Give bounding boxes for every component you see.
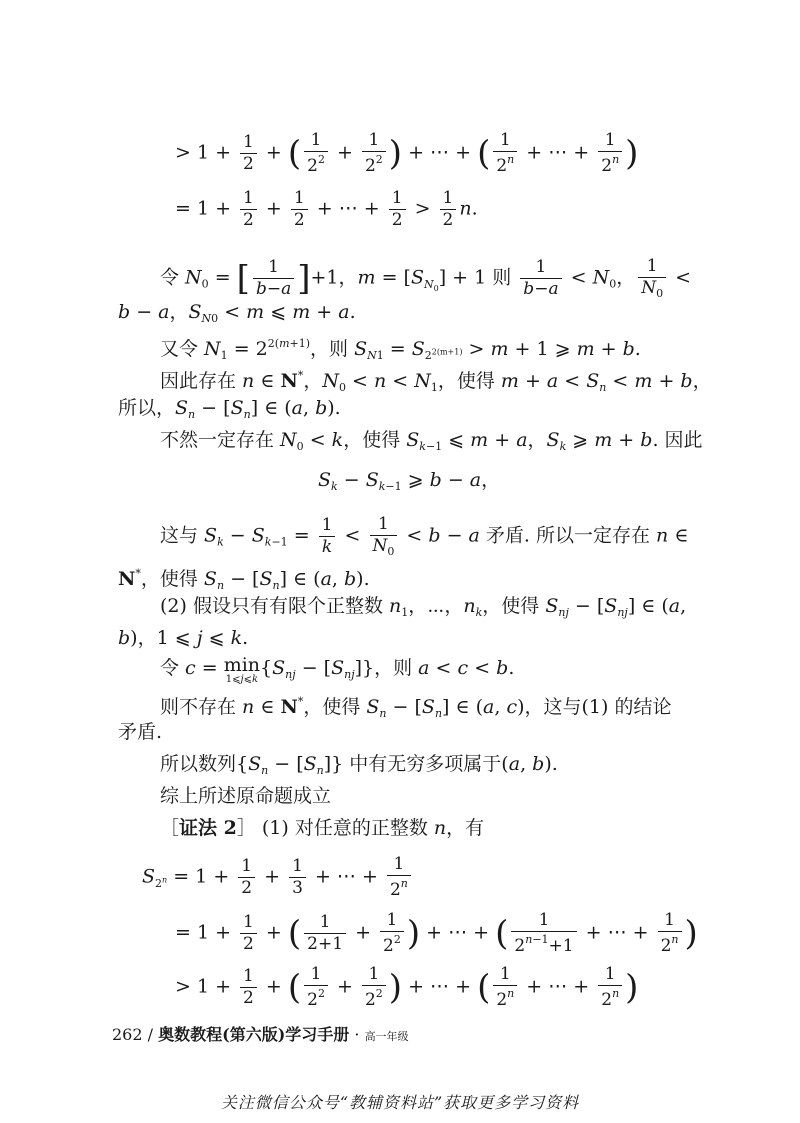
book-title: 奥数教程(第六版)学习手册 bbox=[158, 1025, 350, 1044]
page-footer bbox=[112, 1022, 409, 1045]
equation-2: = 1 + $\frac{1}{2}$ + ( $\frac{1}{2+1}$ + $\frac{1}{2^2}$ ) + ⋯ + ( $\frac{1}{2^{n-1}+1}$ + ⋯ + $\frac{1}{2^n}$ ) bbox=[175, 910, 698, 956]
page-number: 262 bbox=[112, 1025, 143, 1044]
paragraph-3-line-b: 所以，$S_n - [S_n]$ ∈ (a, b). bbox=[118, 397, 341, 421]
paragraph-9: 所以数列$\{S_n - [S_n]\}$ 中有无穷多项属于(a, b). bbox=[160, 753, 558, 777]
bottom-promo-note: 关注微信公众号“教辅资料站”获取更多学习资料 bbox=[220, 1093, 580, 1112]
paragraph-1-line-b: b − a，$S_{N0} < m$ ⩽ m + a. bbox=[118, 301, 356, 325]
equation-3: > 1 + $\frac{1}{2}$ + ( $\frac{1}{2^2}$ + $\frac{1}{2^2}$ ) + ⋯ + ( $\frac{1}{2^n}$ + ⋯ + $\frac{1}{2^n}$ ) bbox=[175, 964, 639, 1010]
math-line-1: > 1 + $\frac{1}{2}$ + ( $\frac{1}{2^2}$ + $\frac{1}{2^2}$ ) + ⋯ + ( $\frac{1}{2^n}$ + ⋯ + $\frac{1}{2^n}$ ) bbox=[175, 130, 639, 176]
math-line-2: = 1 + $\frac{1}{2}$ + $\frac{1}{2}$ + ⋯ + $\frac{1}{2}$ > $\frac{1}{2}$ n. bbox=[175, 188, 478, 230]
paragraph-4: 不然一定存在 $N_0 < k$，使得 $S_{k-1}$ ⩽ m + a，$S_k$ ⩾ m + b. 因此 bbox=[160, 429, 703, 453]
footer-slash: / bbox=[147, 1025, 159, 1044]
paragraph-1-line-a: 令 $N_0$ = [ $\frac{1}{b-a}$ ]+1，$m = [S_{N_0}] + 1$ 则 $\frac{1}{b-a}$ < $N_0$， $\frac{1}{N_0}$ < bbox=[160, 256, 692, 300]
paragraph-2: 又令 $N_1 = 2^{2(m+1)}$，则 $S_{N1} = S_{2^{2(m+1)}} > m + 1$ ⩾ m + b. bbox=[160, 337, 641, 362]
paragraph-5-line-a: 这与 $S_k - S_{k-1}$ = $\frac{1}{k}$ < $\frac{1}{N_0}$ < b − a 矛盾. 所以一定存在 n ∈ bbox=[160, 514, 689, 558]
paragraph-6-line-a: (2) 假设只有有限个正整数 $n_1$，⋯，$n_k$，使得 $S_{nj} - [S_{nj}]$ ∈ (a, bbox=[160, 595, 687, 619]
equation-1: $S_{2^n} = 1$ + $\frac{1}{2}$ + $\frac{1}{3}$ + ⋯ + $\frac{1}{2^n}$ bbox=[142, 856, 414, 899]
paragraph-10: 综上所述原命题成立 bbox=[160, 785, 332, 807]
paragraph-3-line-a: 因此存在 n ∈ N*，$N_0 < n < N_1$，使得 $m + a < S_n < m + b$， bbox=[160, 369, 712, 394]
paragraph-6-line-b: b)，1 ⩽ j ⩽ k. bbox=[118, 627, 249, 649]
paragraph-4-equation: $S_k - S_{k-1}$ ⩾ b − a， bbox=[318, 469, 501, 493]
paragraph-8-line-a: 则不存在 n ∈ N*，使得 $S_n - [S_n]$ ∈ (a, c)，这与(1) 的结论 bbox=[160, 695, 672, 720]
paragraph-5-line-b: N*，使得 $S_n - [S_n]$ ∈ (a, b). bbox=[118, 567, 370, 592]
paragraph-8-line-b: 矛盾. bbox=[118, 721, 163, 743]
footer-dot: · bbox=[354, 1025, 360, 1044]
paragraph-7: 令 c = min 1⩽j⩽k $\{S_{nj} - [S_{nj}]\}$，则 a < c < b. bbox=[160, 654, 515, 685]
grade-label: 高一年级 bbox=[364, 1030, 409, 1043]
paragraph-11: ［证法 2］ (1) 对任意的正整数 n，有 bbox=[160, 817, 485, 839]
